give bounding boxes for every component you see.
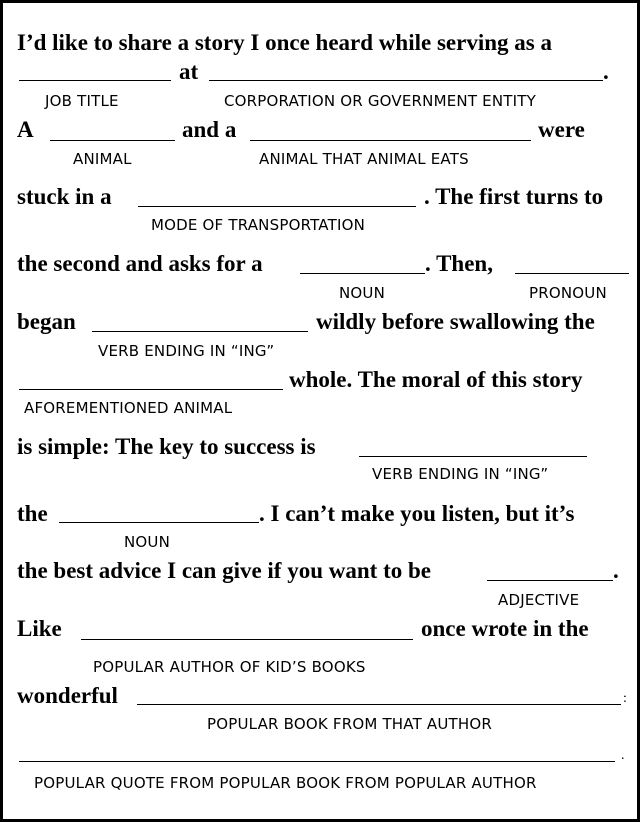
- adjective-blank[interactable]: [487, 580, 613, 581]
- corporation-blank[interactable]: [209, 80, 603, 81]
- wonderful-text: wonderful: [17, 683, 118, 708]
- the-text: the: [17, 501, 48, 526]
- best-advice-text: the best advice I can give if you want to be: [17, 558, 431, 583]
- aforementioned-label: AFOREMENTIONED ANIMAL: [24, 399, 233, 417]
- were-text: were: [538, 117, 585, 142]
- period-2: .: [613, 558, 619, 583]
- quote-blank[interactable]: [19, 761, 615, 762]
- noun-blank-1[interactable]: [300, 273, 425, 274]
- cant-make-text: . I can’t make you listen, but it’s: [259, 501, 575, 526]
- noun-label-2: NOUN: [124, 533, 171, 551]
- wildly-text: wildly before swallowing the: [316, 309, 595, 334]
- transport-blank[interactable]: [138, 206, 416, 207]
- story-line-1: I’d like to share a story I once heard while serving as a: [17, 30, 552, 55]
- transport-label: MODE OF TRANSPORTATION: [151, 216, 366, 234]
- like-text: Like: [17, 616, 62, 641]
- colon-mark: :: [623, 691, 627, 706]
- animal-blank[interactable]: [50, 140, 175, 141]
- verb-ing-label-2: VERB ENDING IN “ING”: [372, 465, 549, 483]
- second-asks-text: the second and asks for a: [17, 251, 263, 276]
- job-title-blank[interactable]: [19, 80, 171, 81]
- at-text: at: [179, 59, 199, 84]
- a-text: A: [17, 117, 34, 142]
- animal-eats-label: ANIMAL THAT ANIMAL EATS: [259, 150, 469, 168]
- period-3: .: [621, 748, 625, 763]
- aforementioned-blank[interactable]: [19, 389, 283, 390]
- period-1: .: [603, 59, 609, 84]
- job-title-label: JOB TITLE: [45, 92, 119, 110]
- author-label: POPULAR AUTHOR OF KID’S BOOKS: [93, 658, 366, 676]
- stuck-in-text: stuck in a: [17, 184, 112, 209]
- and-a-text: and a: [182, 117, 237, 142]
- adjective-label: ADJECTIVE: [498, 591, 580, 609]
- animal-label: ANIMAL: [73, 150, 132, 168]
- corporation-label: CORPORATION OR GOVERNMENT ENTITY: [224, 92, 536, 110]
- noun-label-1: NOUN: [339, 284, 386, 302]
- quote-label: POPULAR QUOTE FROM POPULAR BOOK FROM POPULAR AUTHOR: [34, 774, 537, 792]
- animal-eats-blank[interactable]: [250, 140, 531, 141]
- noun-blank-2[interactable]: [59, 522, 259, 523]
- key-success-text: is simple: The key to success is: [17, 434, 316, 459]
- verb-ing-blank-1[interactable]: [92, 331, 308, 332]
- pronoun-label: PRONOUN: [529, 284, 607, 302]
- author-blank[interactable]: [81, 639, 413, 640]
- verb-ing-label-1: VERB ENDING IN “ING”: [98, 342, 275, 360]
- book-label: POPULAR BOOK FROM THAT AUTHOR: [207, 715, 493, 733]
- then-text: . Then,: [425, 251, 493, 276]
- once-wrote-text: once wrote in the: [421, 616, 589, 641]
- began-text: began: [17, 309, 76, 334]
- moral-text: whole. The moral of this story: [289, 367, 583, 392]
- book-blank[interactable]: [137, 704, 621, 705]
- pronoun-blank[interactable]: [515, 273, 629, 274]
- first-turns-text: . The first turns to: [424, 184, 604, 209]
- verb-ing-blank-2[interactable]: [359, 456, 587, 457]
